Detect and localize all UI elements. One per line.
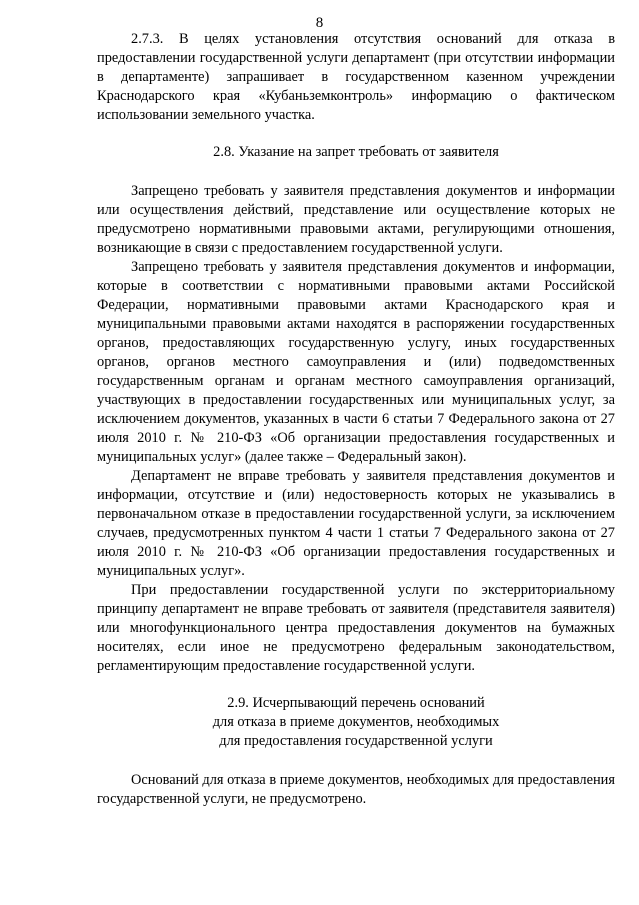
heading-2-9-line-1: 2.9. Исчерпывающий перечень оснований [227, 695, 485, 711]
spacer [97, 125, 615, 143]
spacer [97, 751, 615, 771]
spacer [97, 162, 615, 182]
spacer [97, 676, 615, 694]
heading-2-9-line-2: для отказа в приеме документов, необходимых [212, 714, 500, 730]
paragraph-2-8-4: При предоставлении государственной услуги по экстерриториальному принципу департамент не вправе требовать от заявителя (представителя заявителя) или многофункционального центра предоставления документов на бумажных носителях, если иное не предусмотрено федеральным законодательством, регламентирующим предоставление государственной услуги. [97, 582, 615, 674]
heading-2-9-line-3: для предоставления государственной услуги [219, 733, 493, 749]
paragraph-2-8-2: Запрещено требовать у заявителя представления документов и информации, которые в соответствии с нормативными правовыми актами Российской Федерации, нормативными правовыми актами Краснодарского края и муниципальными правовыми актами находятся в распоряжении государственных органов, предоставляющих государственную услугу, иных государственных органов, органов местного самоуправления и (или) подведомственных государственным органам и органам местного самоуправления организаций, участвующих в предоставлении государственных или муниципальных услуг, за исключением документов, указанных в части 6 статьи 7 Федерального закона от 27 июля 2010 г. № 210-ФЗ «Об организации предоставления государственных и муниципальных услуг» (далее также – Федеральный закон). [97, 259, 615, 465]
document-body [97, 30, 615, 809]
paragraph-2-8-3: Департамент не вправе требовать у заявителя представления документов и информации, отсутствие и (или) недостоверность которых не указывались в первоначальном отказе в предоставлении государственной услуги, за исключением случаев, предусмотренных пунктом 4 части 1 статьи 7 Федерального закона от 27 июля 2010 г. № 210-ФЗ «Об организации предоставления государственных и муниципальных услуг». [97, 468, 615, 579]
paragraph-2-8-1: Запрещено требовать у заявителя представления документов и информации или осуществления действий, представление или осуществление которых не предусмотрено нормативными правовыми актами, регулирующими отношения, возникающие в связи с предоставлением государственной услуги. [97, 183, 615, 256]
paragraph-2-9-1: Оснований для отказа в приеме документов, необходимых для предоставления государственной услуги, не предусмотрено. [97, 772, 615, 807]
page-number: 8 [315, 15, 324, 31]
paragraph-2-7-3: 2.7.3. В целях установления отсутствия оснований для отказа в предоставлении государственной услуги департамент (при отсутствии информации в департаменте) запрашивает в государственном казенном учреждении Краснодарского края «Кубаньземконтроль» информацию о фактическом использовании земельного участка. [97, 31, 615, 123]
heading-2-8: 2.8. Указание на запрет требовать от заявителя [213, 144, 499, 160]
